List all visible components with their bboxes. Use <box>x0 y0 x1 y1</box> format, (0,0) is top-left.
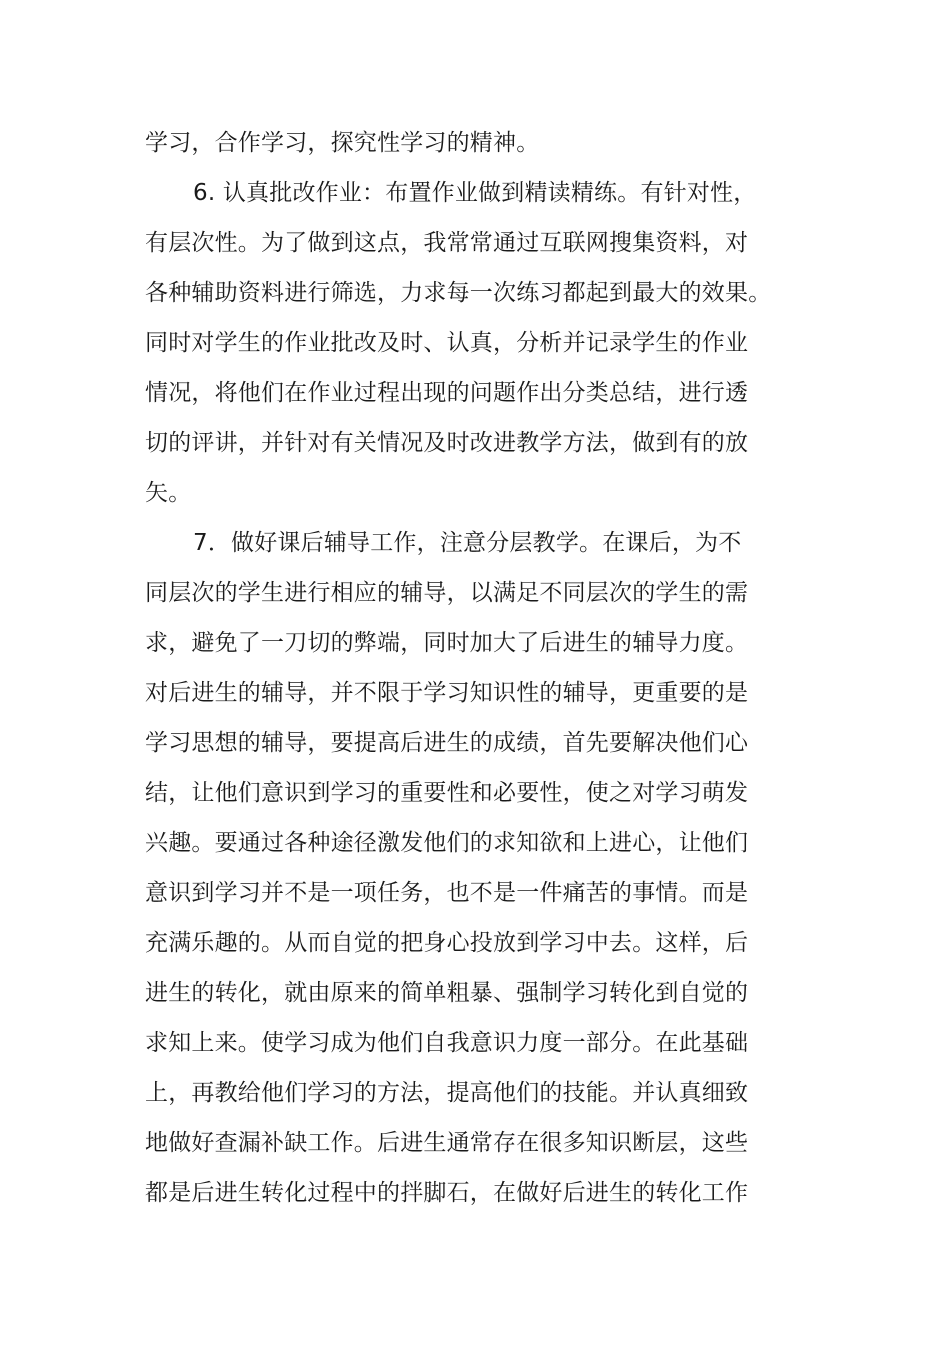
text-line: 上，再教给他们学习的方法，提高他们的技能。并认真细致 <box>145 1080 749 1106</box>
text-line: 同层次的学生进行相应的辅导，以满足不同层次的学生的需 <box>145 580 749 606</box>
text-line: 进生的转化，就由原来的简单粗暴、强制学习转化到自觉的 <box>145 980 749 1006</box>
text-line: 意识到学习并不是一项任务，也不是一件痛苦的事情。而是 <box>145 880 749 906</box>
text-line: 学习，合作学习，探究性学习的精神。 <box>145 130 540 156</box>
paragraph-7-start: 7．做好课后辅导工作，注意分层教学。在课后，为不 <box>193 530 742 556</box>
text-line: 兴趣。要通过各种途径激发他们的求知欲和上进心，让他们 <box>145 830 749 856</box>
text-line: 结，让他们意识到学习的重要性和必要性，使之对学习萌发 <box>145 780 749 806</box>
text-line: 学习思想的辅导，要提高后进生的成绩，首先要解决他们心 <box>145 730 749 756</box>
text-line: 求知上来。使学习成为他们自我意识力度一部分。在此基础 <box>145 1030 749 1056</box>
text-line: 各种辅助资料进行筛选，力求每一次练习都起到最大的效果。 <box>145 280 772 306</box>
text-line: 充满乐趣的。从而自觉的把身心投放到学习中去。这样，后 <box>145 930 749 956</box>
text-line: 同时对学生的作业批改及时、认真，分析并记录学生的作业 <box>145 330 749 356</box>
text-line: 对后进生的辅导，并不限于学习知识性的辅导，更重要的是 <box>145 680 749 706</box>
text-line: 情况，将他们在作业过程出现的问题作出分类总结，进行透 <box>145 380 749 406</box>
text-line: 求，避免了一刀切的弊端，同时加大了后进生的辅导力度。 <box>145 630 749 656</box>
text-line: 地做好查漏补缺工作。后进生通常存在很多知识断层，这些 <box>145 1130 749 1156</box>
text-line: 有层次性。为了做到这点，我常常通过互联网搜集资料，对 <box>145 230 749 256</box>
body-text <box>145 118 772 1218</box>
text-line: 都是后进生转化过程中的拌脚石，在做好后进生的转化工作 <box>145 1180 749 1206</box>
text-line: 矢。 <box>145 480 192 506</box>
text-line: 切的评讲，并针对有关情况及时改进教学方法，做到有的放 <box>145 430 749 456</box>
paragraph-6-start: 6. 认真批改作业：布置作业做到精读精练。有针对性， <box>193 180 757 206</box>
